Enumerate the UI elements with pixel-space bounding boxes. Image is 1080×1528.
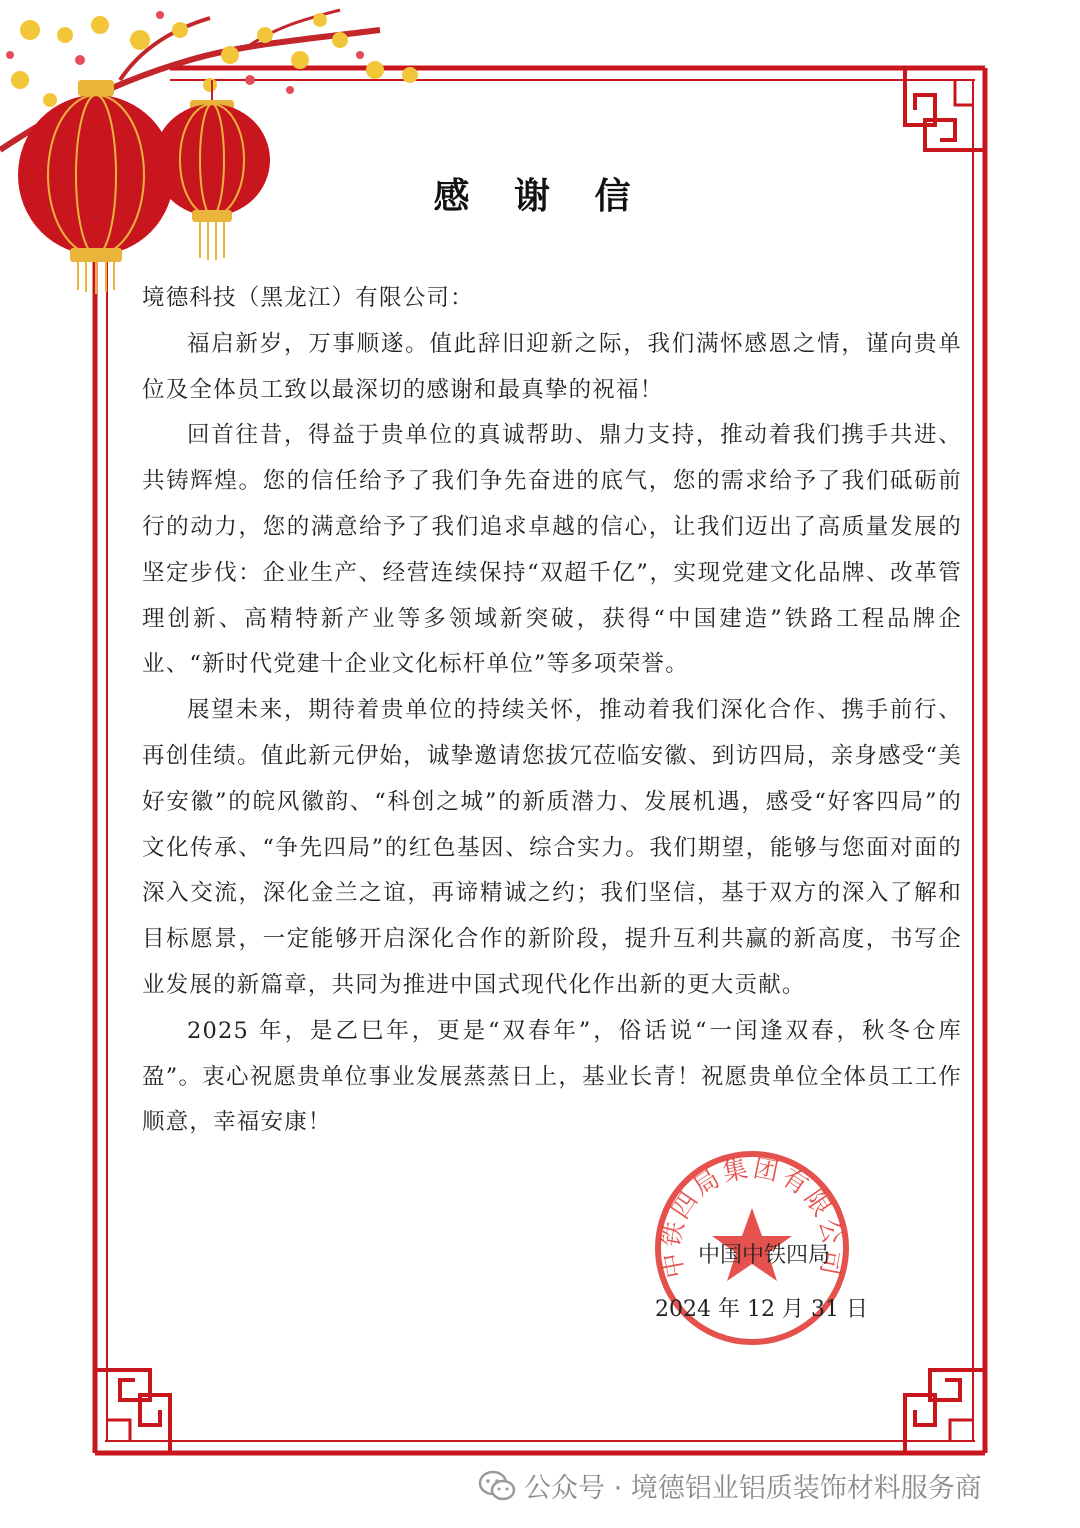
signature-date: 2024 年 12 月 31 日: [655, 1297, 868, 1322]
wechat-icon: [478, 1469, 516, 1503]
lantern-blossom-decoration: [0, 0, 440, 300]
blossom-icon: [11, 13, 418, 107]
letter-body: [142, 276, 962, 1146]
paragraph-2: 回首往昔，得益于贵单位的真诚帮助、鼎力支持，推动着我们携手共进、共铸辉煌。您的信任给予了我们争先奋进的底气，您的需求给予了我们砥砺前行的动力，您的满意给予了我们追求卓越的信心，让我们迈出了高质量发展的坚定步伐：企业生产、经营连续保持“双超千亿”，实现党建文化品牌、改革管理创新、高精特新产业等多领域新突破，获得“中国建造”铁路工程品牌企业、“新时代党建十企业文化标杆单位”等多项荣誉。: [142, 422, 962, 678]
paragraph-1: 福启新岁，万事顺遂。值此辞旧迎新之际，我们满怀感恩之情，谨向贵单位及全体员工致以最深切的感谢和最真挚的祝福！: [142, 330, 962, 403]
paragraph-3: 展望未来，期待着贵单位的持续关怀，推动着我们深化合作、携手前行、再创佳绩。值此新元伊始，诚挚邀请您拔冗莅临安徽、到访四局，亲身感受“美好安徽”的皖风徽韵、“科创之城”的新质潜力、发展机遇，感受“好客四局”的文化传承、“争先四局”的红色基因、综合实力。我们期望，能够与您面对面的深入交流，深化金兰之谊，再谛精诚之约；我们坚信，基于双方的深入了解和目标愿景，一定能够开启深化合作的新阶段，提升互利共赢的新高度，书写企业发展的新篇章，共同为推进中国式现代化作出新的更大贡献。: [142, 697, 962, 998]
paragraph-4: 2025 年，是乙巳年，更是“双春年”，俗话说“一闰逢双春，秋冬仓库盈”。衷心祝愿贵单位事业发展蒸蒸日上，基业长青！祝愿贵单位全体员工工作顺意，幸福安康！: [142, 1017, 962, 1136]
svg-text:中铁四局集团有限公司: 中铁四局集团有限公司: [656, 1153, 848, 1281]
letter-title: 感 谢 信: [433, 176, 647, 217]
salutation: 境德科技（黑龙江）有限公司：: [142, 285, 474, 311]
signature-organization: 中国中铁四局: [697, 1243, 830, 1268]
footer-text: 公众号 · 境德铝业铝质装饰材料服务商: [524, 1473, 982, 1504]
footer-watermark: [478, 1466, 982, 1505]
